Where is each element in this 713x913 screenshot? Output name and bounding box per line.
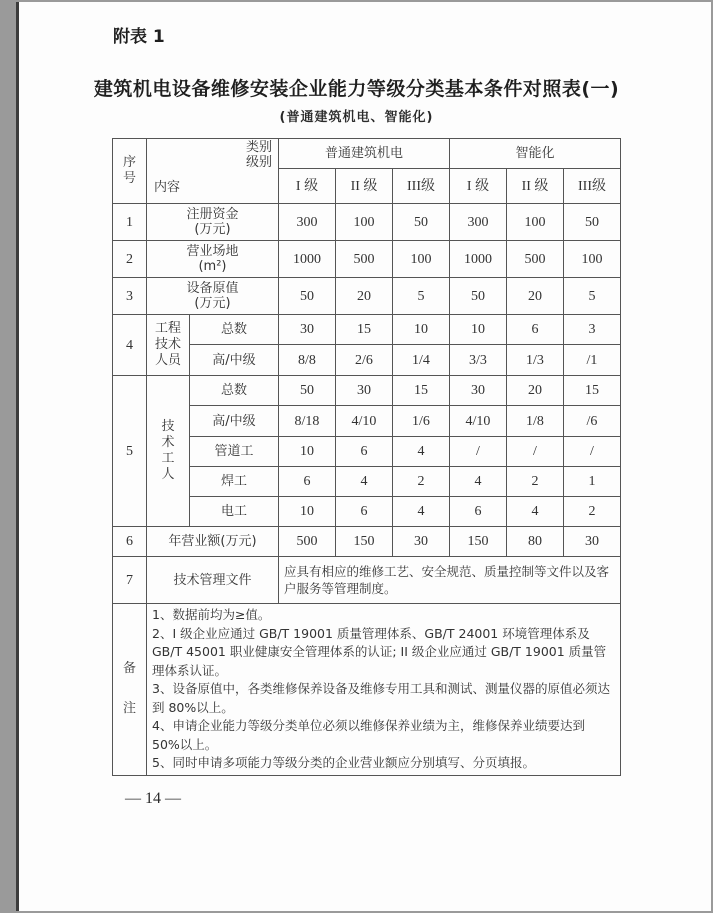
header-seq: 序号	[113, 139, 147, 204]
row-label-line: 营业场地	[186, 244, 239, 259]
table-row	[113, 204, 621, 241]
cell-value: 80	[507, 527, 564, 557]
cell-value: 6	[336, 497, 393, 527]
cell-value: 10	[279, 437, 336, 467]
header-row-groups	[113, 139, 621, 169]
note-item: 3、设备原值中，各类维修保养设备及维修专用工具和测试、测量仪器的原值必须达到 80%以上。	[152, 681, 610, 715]
cell-value: 100	[393, 241, 450, 278]
cell-value: /1	[564, 345, 621, 376]
cell-value: 300	[279, 204, 336, 241]
cell-value: 20	[507, 376, 564, 406]
note-item: 5、同时申请多项能力等级分类的企业营业额应分别填写、分页填报。	[152, 755, 535, 770]
header-level: III级	[393, 169, 450, 204]
cell-value: 5	[564, 278, 621, 315]
note-item: 1、数据前均为≥值。	[152, 607, 271, 622]
row-sub-label: 电工	[190, 497, 279, 527]
cell-value: /	[564, 437, 621, 467]
cell-value: /	[507, 437, 564, 467]
cell-value: 3	[564, 315, 621, 345]
table-row	[113, 467, 621, 497]
notes-row	[113, 604, 621, 776]
row-seq: 4	[113, 315, 147, 376]
table-row	[113, 527, 621, 557]
table-row	[113, 557, 621, 604]
header-group-smart: 智能化	[450, 139, 621, 169]
cell-value: 50	[393, 204, 450, 241]
table-title: 建筑机电设备维修安装企业能力等级分类基本条件对照表(一)	[93, 78, 620, 100]
row-sub-label: 管道工	[190, 437, 279, 467]
cell-value: 500	[507, 241, 564, 278]
row-sub-label: 高/中级	[190, 345, 279, 376]
cell-value: 1/6	[393, 406, 450, 437]
header-category-label: 类别	[245, 140, 272, 155]
row-group-label: 工程技术人员	[147, 315, 190, 376]
row-sub-label: 总数	[190, 376, 279, 406]
cell-value: 20	[507, 278, 564, 315]
row-sub-label: 总数	[190, 315, 279, 345]
cell-value: 20	[336, 278, 393, 315]
table-subtitle: (普通建筑机电、智能化)	[279, 110, 434, 125]
table-row	[113, 345, 621, 376]
row-label-line: 设备原值	[186, 281, 239, 296]
cell-value: 30	[393, 527, 450, 557]
row-label	[147, 241, 279, 278]
header-level-label: 级别	[245, 155, 272, 170]
cell-value: 15	[393, 376, 450, 406]
cell-value: 1	[564, 467, 621, 497]
cell-value: 6	[336, 437, 393, 467]
cell-value: 30	[279, 315, 336, 345]
table-row	[113, 497, 621, 527]
cell-value: 500	[336, 241, 393, 278]
cell-value: 8/18	[279, 406, 336, 437]
header-group-general: 普通建筑机电	[279, 139, 450, 169]
row-label: 年营业额(万元)	[147, 527, 279, 557]
row-seq: 6	[113, 527, 147, 557]
cell-value: 150	[336, 527, 393, 557]
table-row	[113, 315, 621, 345]
header-level: III级	[564, 169, 621, 204]
row-label: 技术管理文件	[147, 557, 279, 604]
header-corner	[147, 139, 279, 204]
cell-value: 2	[393, 467, 450, 497]
table-row	[113, 437, 621, 467]
cell-value: 100	[507, 204, 564, 241]
cell-value: 6	[279, 467, 336, 497]
row-label-line: 注册资金	[186, 207, 239, 222]
cell-value: 4	[393, 497, 450, 527]
row-sub-label: 高/中级	[190, 406, 279, 437]
cell-value: 1/3	[507, 345, 564, 376]
cell-value: 50	[450, 278, 507, 315]
row-seq: 3	[113, 278, 147, 315]
cell-value: 6	[450, 497, 507, 527]
cell-value: 6	[507, 315, 564, 345]
row-label-unit: (m²)	[198, 259, 227, 274]
tech-docs-text: 应具有相应的维修工艺、安全规范、质量控制等文件以及客户服务等管理制度。	[279, 557, 621, 604]
cell-value: 100	[336, 204, 393, 241]
cell-value: 4/10	[336, 406, 393, 437]
header-level: I 级	[279, 169, 336, 204]
row-sub-label: 焊工	[190, 467, 279, 497]
notes-label: 备注	[113, 604, 147, 776]
header-level: II 级	[336, 169, 393, 204]
cell-value: /	[450, 437, 507, 467]
row-group-label: 技术工人	[147, 376, 190, 527]
row-label-unit: (万元)	[194, 222, 231, 237]
row-label-unit: (万元)	[194, 296, 231, 311]
cell-value: 2	[564, 497, 621, 527]
row-label	[147, 278, 279, 315]
cell-value: 1/8	[507, 406, 564, 437]
cell-value: 30	[564, 527, 621, 557]
cell-value: 150	[450, 527, 507, 557]
notes-content	[147, 604, 621, 776]
cell-value: 8/8	[279, 345, 336, 376]
table-row	[113, 376, 621, 406]
criteria-table	[112, 138, 621, 776]
cell-value: 5	[393, 278, 450, 315]
note-item: 2、I 级企业应通过 GB/T 19001 质量管理体系、GB/T 24001 环境管理体系及 GB/T 45001 职业健康安全管理体系的认证; II 级企业应通过 GB/T 19001 质量管理体系认证。	[152, 625, 607, 678]
note-item: 4、申请企业能力等级分类单位必须以维修保养业绩为主，维修保养业绩要达到 50%以上。	[152, 718, 585, 752]
row-seq: 1	[113, 204, 147, 241]
cell-value: 4	[393, 437, 450, 467]
cell-value: 500	[279, 527, 336, 557]
cell-value: 4/10	[450, 406, 507, 437]
row-seq: 7	[113, 557, 147, 604]
table-row	[113, 241, 621, 278]
page-edge-shadow	[16, 2, 19, 911]
cell-value: 100	[564, 241, 621, 278]
cell-value: 10	[393, 315, 450, 345]
cell-value: 15	[336, 315, 393, 345]
header-level: II 级	[507, 169, 564, 204]
cell-value: 10	[279, 497, 336, 527]
cell-value: 1/4	[393, 345, 450, 376]
table-row	[113, 278, 621, 315]
cell-value: 1000	[279, 241, 336, 278]
cell-value: 300	[450, 204, 507, 241]
table-row	[113, 406, 621, 437]
cell-value: 4	[450, 467, 507, 497]
row-seq: 5	[113, 376, 147, 527]
appendix-label: 附表 1	[113, 27, 165, 47]
row-seq: 2	[113, 241, 147, 278]
cell-value: 3/3	[450, 345, 507, 376]
cell-value: 2	[507, 467, 564, 497]
cell-value: 50	[279, 376, 336, 406]
cell-value: /6	[564, 406, 621, 437]
cell-value: 50	[279, 278, 336, 315]
cell-value: 10	[450, 315, 507, 345]
row-label	[147, 204, 279, 241]
cell-value: 30	[336, 376, 393, 406]
cell-value: 15	[564, 376, 621, 406]
cell-value: 1000	[450, 241, 507, 278]
cell-value: 4	[336, 467, 393, 497]
header-content-label: 内容	[154, 180, 181, 195]
header-level: I 级	[450, 169, 507, 204]
cell-value: 4	[507, 497, 564, 527]
cell-value: 2/6	[336, 345, 393, 376]
cell-value: 30	[450, 376, 507, 406]
page-number: — 14 —	[125, 790, 181, 807]
cell-value: 50	[564, 204, 621, 241]
